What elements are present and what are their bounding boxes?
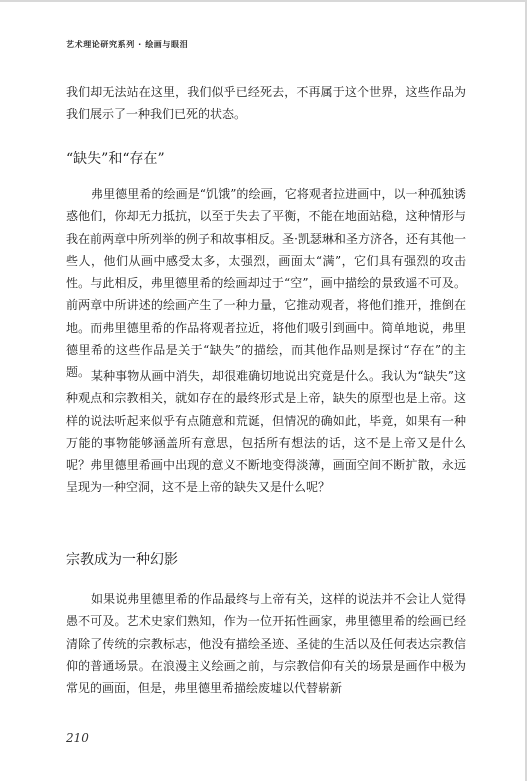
paragraph-2: 弗里德里希的绘画是“饥饿”的绘画，它将观者拉进画中，以一种孤独诱惑他们，你却无力抵抗，以至于失去了平衡，不能在地面站稳，这种情形与我在前两章中所列举的例子和故事相反。圣·凯瑟琳和圣方济各，还有其他一些人，他们从画中感受太多，太强烈，画面太“满”，它们具有强烈的攻击性。与此相反，弗里德里希的绘画却过于“空”，画中描绘的景致遥不可及。前两章中所讲述的绘画产生了一种力量，它推动观者，将他们推开，推倒在地。而弗里德里希的作品将观者拉近，将他们吸引到画中。简单地说，弗里德里希的这些作品是关于“缺失”的描绘，而其他作品则是探讨“存在”的主题。 <box>66 187 466 380</box>
paragraph-4: 如果说弗里德里希的作品最终与上帝有关，这样的说法并不会让人觉得愚不可及。艺术史家们熟知，作为一位开拓性画家，弗里德里希的绘画已经清除了传统的宗教标志，他没有描绘圣迹、圣徒的生活以及任何表达宗教信仰的普通场景。在浪漫主义绘画之前，与宗教信仰有关的场景是画作中极为常见的画面，但是，弗里德里希描绘废墟以代替崭新 <box>66 592 466 696</box>
running-header: 艺术理论研究系列 · 绘画与眼泪 <box>66 40 189 49</box>
page-top-edge <box>0 0 527 2</box>
page-number: 210 <box>66 731 89 745</box>
paragraph-3: 某种事物从画中消失，却很难确切地说出究竟是什么。我认为“缺失”这种观点和宗教相关，就如存在的最终形式是上帝，缺失的原型也是上帝。这样的说法听起来似乎有点随意和荒诞，但情况的确如此，毕竟，如果有一种万能的事物能够涵盖所有意思，包括所有想法的话，这不是上帝又是什么呢？弗里德里希画中出现的意义不断地变得淡薄，画面空间不断扩散，永远呈现为一种空洞，这不是上帝的缺失又是什么呢？ <box>66 369 466 495</box>
section-heading-religion-illusion: 宗教成为一种幻影 <box>66 552 178 568</box>
section-heading-absence-presence: “缺失”和“存在” <box>66 151 165 167</box>
paragraph-1: 我们却无法站在这里，我们似乎已经死去，不再属于这个世界，这些作品为我们展示了一种我们已死的状态。 <box>66 85 466 122</box>
